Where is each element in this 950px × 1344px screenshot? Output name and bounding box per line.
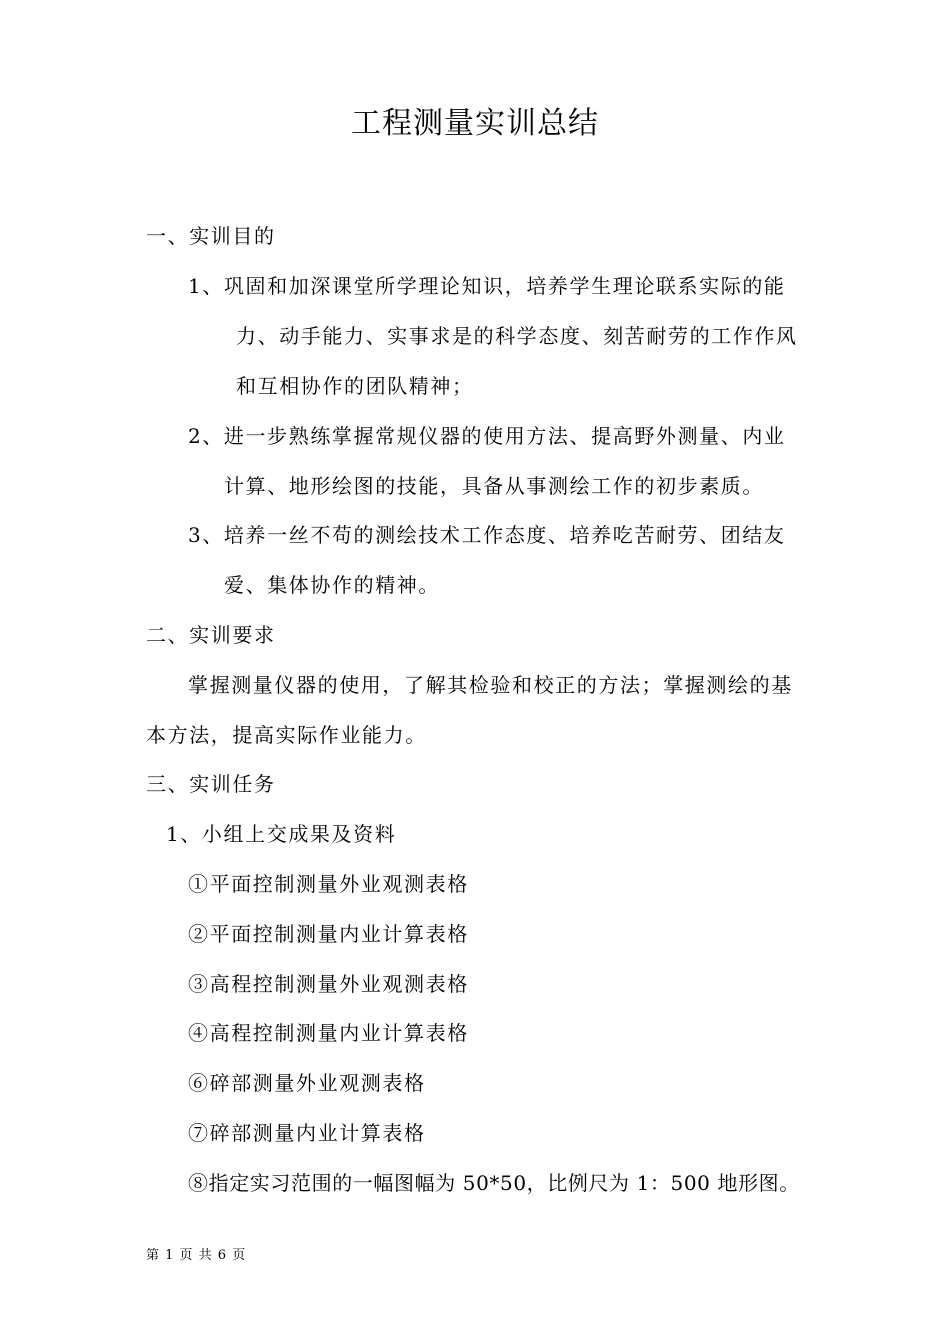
document-title: 工程测量实训总结 <box>351 106 599 141</box>
task-item: ②平面控制测量内业计算表格 <box>188 922 469 946</box>
task-item: ④高程控制测量内业计算表格 <box>188 1021 469 1045</box>
requirements-line-2: 本方法，提高实际作业能力。 <box>146 723 427 747</box>
task-item: ③高程控制测量外业观测表格 <box>188 972 469 996</box>
objective-3-line-2: 爱、集体协作的精神。 <box>224 573 440 597</box>
objective-2-line-2: 计算、地形绘图的技能，具备从事测绘工作的初步素质。 <box>224 474 764 498</box>
objective-3-line-1: 3、培养一丝不苟的测绘技术工作态度、培养吃苦耐劳、团结友 <box>188 523 786 547</box>
task-item: ①平面控制测量外业观测表格 <box>188 872 469 896</box>
tasks-subheading: 1、小组上交成果及资料 <box>166 822 397 846</box>
objective-2-line-1: 2、进一步熟练掌握常规仪器的使用方法、提高野外测量、内业 <box>188 424 786 448</box>
task-item: ⑧指定实习范围的一幅图幅为 50*50，比例尺为 1：500 地形图。 <box>188 1171 800 1195</box>
task-item: ⑥碎部测量外业观测表格 <box>188 1071 426 1095</box>
section-heading-tasks: 三、实训任务 <box>146 772 276 796</box>
objective-1-line-1: 1、巩固和加深课堂所学理论知识，培养学生理论联系实际的能 <box>188 274 786 298</box>
requirements-line-1: 掌握测量仪器的使用，了解其检验和校正的方法；掌握测绘的基 <box>188 673 793 697</box>
objective-1-line-3: 和互相协作的团队精神； <box>236 374 474 398</box>
section-heading-objectives: 一、实训目的 <box>146 224 276 248</box>
section-heading-requirements: 二、实训要求 <box>146 623 276 647</box>
page-footer: 第 1 页 共 6 页 <box>146 1248 247 1263</box>
task-item: ⑦碎部测量内业计算表格 <box>188 1121 426 1145</box>
objective-1-line-2: 力、动手能力、实事求是的科学态度、刻苦耐劳的工作作风 <box>236 324 798 348</box>
